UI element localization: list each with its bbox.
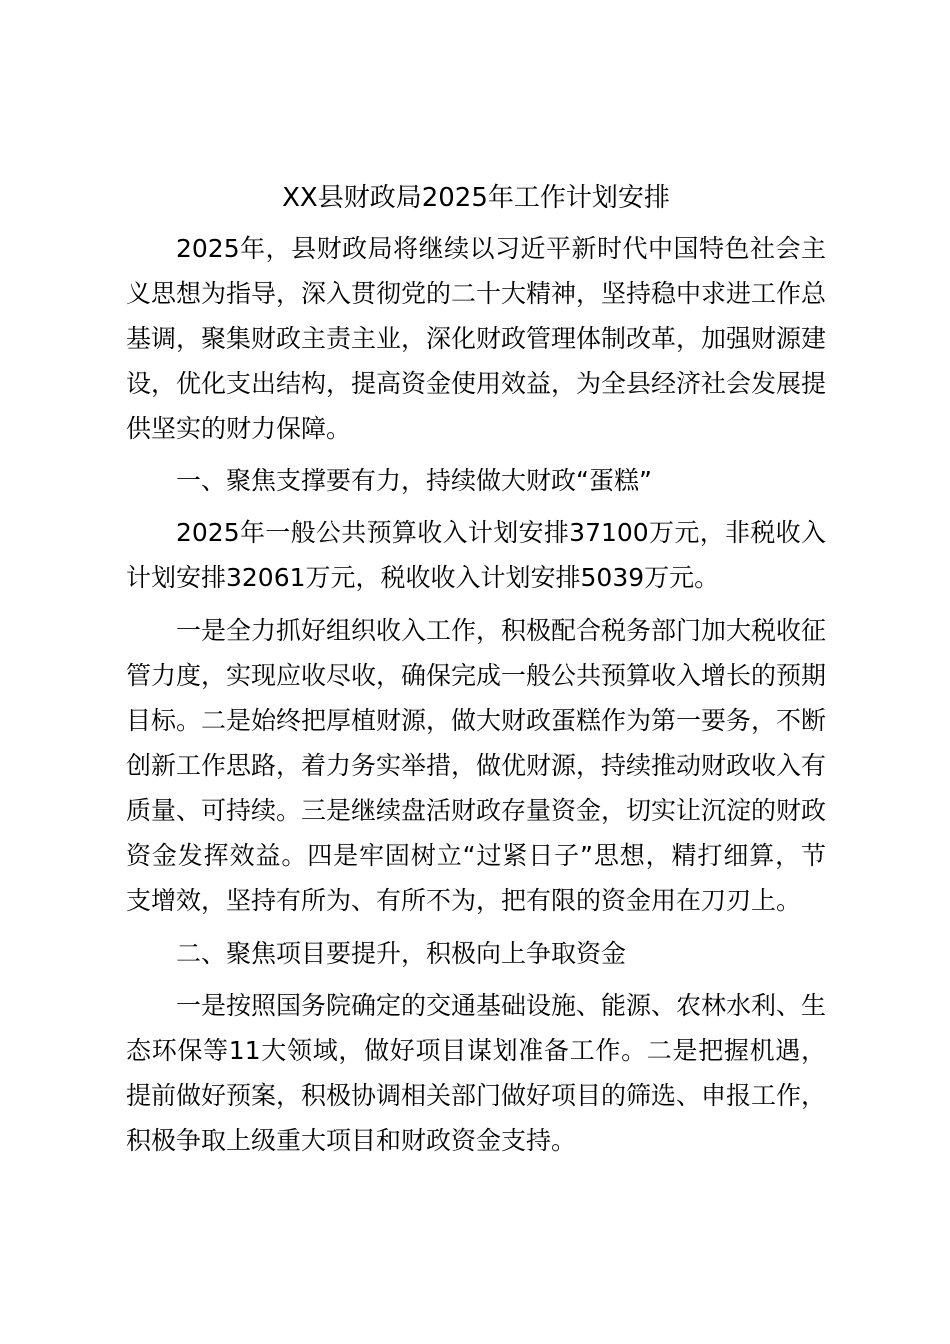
section-1-budget-paragraph: 2025年一般公共预算收入计划安排37100万元，非税收入计划安排32061万元，税收收入计划安排5039万元。 (126, 518, 826, 592)
document-page (126, 174, 826, 1163)
intro-paragraph: 2025年，县财政局将继续以习近平新时代中国特色社会主义思想为指导，深入贯彻党的二十大精神，坚持稳中求进工作总基调，聚集财政主责主业，深化财政管理体制改革，加强财源建设，优化支出结构，提高资金使用效益，为全县经济社会发展提供坚实的财力保障。 (126, 234, 827, 443)
document-title: XX县财政局2025年工作计划安排 (282, 183, 670, 213)
section-2-heading: 二、聚焦项目要提升，积极向上争取资金 (176, 939, 627, 968)
section-1-measures-paragraph: 一是全力抓好组织收入工作，积极配合税务部门加大税收征管力度，实现应收尽收，确保完成一般公共预算收入增长的预期目标。二是始终把厚植财源，做大财政蛋糕作为第一要务，不断创新工作思路，着力务实举措，做优财源，持续推动财政收入有质量、可持续。三是继续盘活财政存量资金，切实让沉淀的财政资金发挥效益。四是牢固树立“过紧日子”思想，精打细算，节支增效，坚持有所为、有所不为，把有限的资金用在刀刃上。 (126, 616, 827, 915)
section-2-measures-paragraph: 一是按照国务院确定的交通基础设施、能源、农林水利、生态环保等11大领域，做好项目谋划准备工作。二是把握机遇，提前做好预案，积极协调相关部门做好项目的筛选、申报工作，积极争取上级重大项目和财政资金支持。 (126, 991, 827, 1155)
section-1-heading: 一、聚焦支撑要有力，持续做大财政“蛋糕” (176, 466, 652, 495)
